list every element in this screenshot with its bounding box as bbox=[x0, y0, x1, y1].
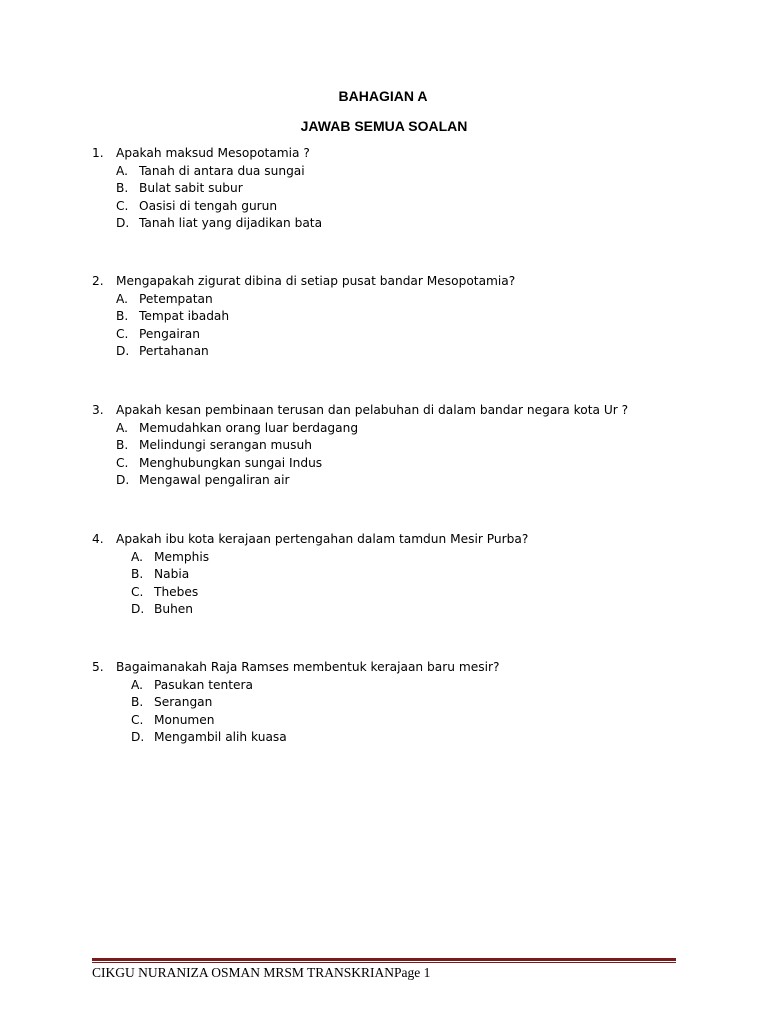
option-letter: B. bbox=[116, 181, 129, 196]
option-text: Thebes bbox=[154, 584, 199, 599]
question-text: Apakah maksud Mesopotamia ? bbox=[116, 146, 310, 160]
option-letter: D. bbox=[131, 602, 145, 617]
option-letter: C. bbox=[116, 198, 129, 213]
option-letter: B. bbox=[131, 695, 144, 710]
option-c bbox=[131, 713, 499, 731]
option-letter: B. bbox=[131, 567, 144, 582]
option-d bbox=[131, 730, 499, 748]
question-5 bbox=[92, 660, 499, 748]
option-a bbox=[116, 164, 322, 182]
option-letter: D. bbox=[116, 216, 130, 231]
option-b bbox=[116, 181, 322, 199]
option-letter: A. bbox=[131, 549, 143, 564]
option-d bbox=[131, 602, 528, 620]
question-text: Bagaimanakah Raja Ramses membentuk kerajaan baru mesir? bbox=[116, 660, 500, 674]
option-text: Bulat sabit subur bbox=[139, 181, 243, 196]
question-4 bbox=[92, 532, 528, 620]
option-text: Buhen bbox=[154, 602, 194, 617]
option-b bbox=[131, 695, 499, 713]
option-letter: B. bbox=[116, 309, 129, 324]
option-d bbox=[116, 344, 515, 362]
option-letter: D. bbox=[116, 473, 130, 488]
option-letter: C. bbox=[131, 712, 144, 727]
footer-divider bbox=[92, 958, 676, 961]
option-a bbox=[131, 550, 528, 568]
option-letter: A. bbox=[116, 291, 128, 306]
option-a bbox=[116, 292, 515, 310]
section-title: BAHAGIAN A bbox=[338, 88, 428, 104]
option-c bbox=[116, 199, 322, 217]
option-text: Memudahkan orang luar berdagang bbox=[139, 420, 359, 435]
option-letter: B. bbox=[116, 438, 129, 453]
question-text: Mengapakah zigurat dibina di setiap pusat bandar Mesopotamia? bbox=[116, 274, 516, 288]
option-letter: A. bbox=[116, 420, 128, 435]
option-text: Melindungi serangan musuh bbox=[139, 438, 312, 453]
option-text: Petempatan bbox=[139, 291, 213, 306]
option-text: Oasisi di tengah gurun bbox=[139, 198, 278, 213]
option-text: Tempat ibadah bbox=[139, 309, 230, 324]
option-d bbox=[116, 473, 628, 491]
option-letter: C. bbox=[116, 455, 129, 470]
option-letter: D. bbox=[116, 344, 130, 359]
option-text: Tanah liat yang dijadikan bata bbox=[139, 216, 323, 231]
option-b bbox=[131, 567, 528, 585]
question-1 bbox=[92, 146, 322, 234]
footer-divider-thin bbox=[92, 962, 676, 963]
question-2 bbox=[92, 274, 515, 362]
option-text: Monumen bbox=[154, 712, 215, 727]
option-b bbox=[116, 309, 515, 327]
option-text: Mengawal pengaliran air bbox=[139, 473, 290, 488]
option-text: Tanah di antara dua sungai bbox=[139, 163, 305, 178]
question-number: 1. bbox=[92, 146, 104, 160]
question-text: Apakah ibu kota kerajaan pertengahan dalam tamdun Mesir Purba? bbox=[116, 532, 529, 546]
instruction-title: JAWAB SEMUA SOALAN bbox=[300, 118, 468, 134]
option-c bbox=[116, 456, 628, 474]
option-text: Mengambil alih kuasa bbox=[154, 730, 287, 745]
question-text: Apakah kesan pembinaan terusan dan pelabuhan di dalam bandar negara kota Ur ? bbox=[116, 403, 629, 417]
question-number: 3. bbox=[92, 403, 104, 417]
question-3 bbox=[92, 403, 628, 491]
option-text: Memphis bbox=[154, 549, 210, 564]
option-text: Menghubungkan sungai Indus bbox=[139, 455, 323, 470]
option-text: Pasukan tentera bbox=[154, 677, 254, 692]
option-letter: D. bbox=[131, 730, 145, 745]
option-c bbox=[131, 585, 528, 603]
option-b bbox=[116, 438, 628, 456]
option-letter: A. bbox=[116, 163, 128, 178]
option-letter: A. bbox=[131, 677, 143, 692]
question-number: 2. bbox=[92, 274, 104, 288]
option-d bbox=[116, 216, 322, 234]
option-letter: C. bbox=[131, 584, 144, 599]
option-text: Serangan bbox=[154, 695, 213, 710]
option-letter: C. bbox=[116, 326, 129, 341]
page-footer: CIKGU NURANIZA OSMAN MRSM TRANSKRIANPage 1 bbox=[92, 965, 431, 980]
question-number: 5. bbox=[92, 660, 104, 674]
option-text: Pengairan bbox=[139, 326, 200, 341]
option-a bbox=[131, 678, 499, 696]
option-a bbox=[116, 421, 628, 439]
option-c bbox=[116, 327, 515, 345]
question-number: 4. bbox=[92, 532, 104, 546]
option-text: Nabia bbox=[154, 567, 190, 582]
option-text: Pertahanan bbox=[139, 344, 209, 359]
